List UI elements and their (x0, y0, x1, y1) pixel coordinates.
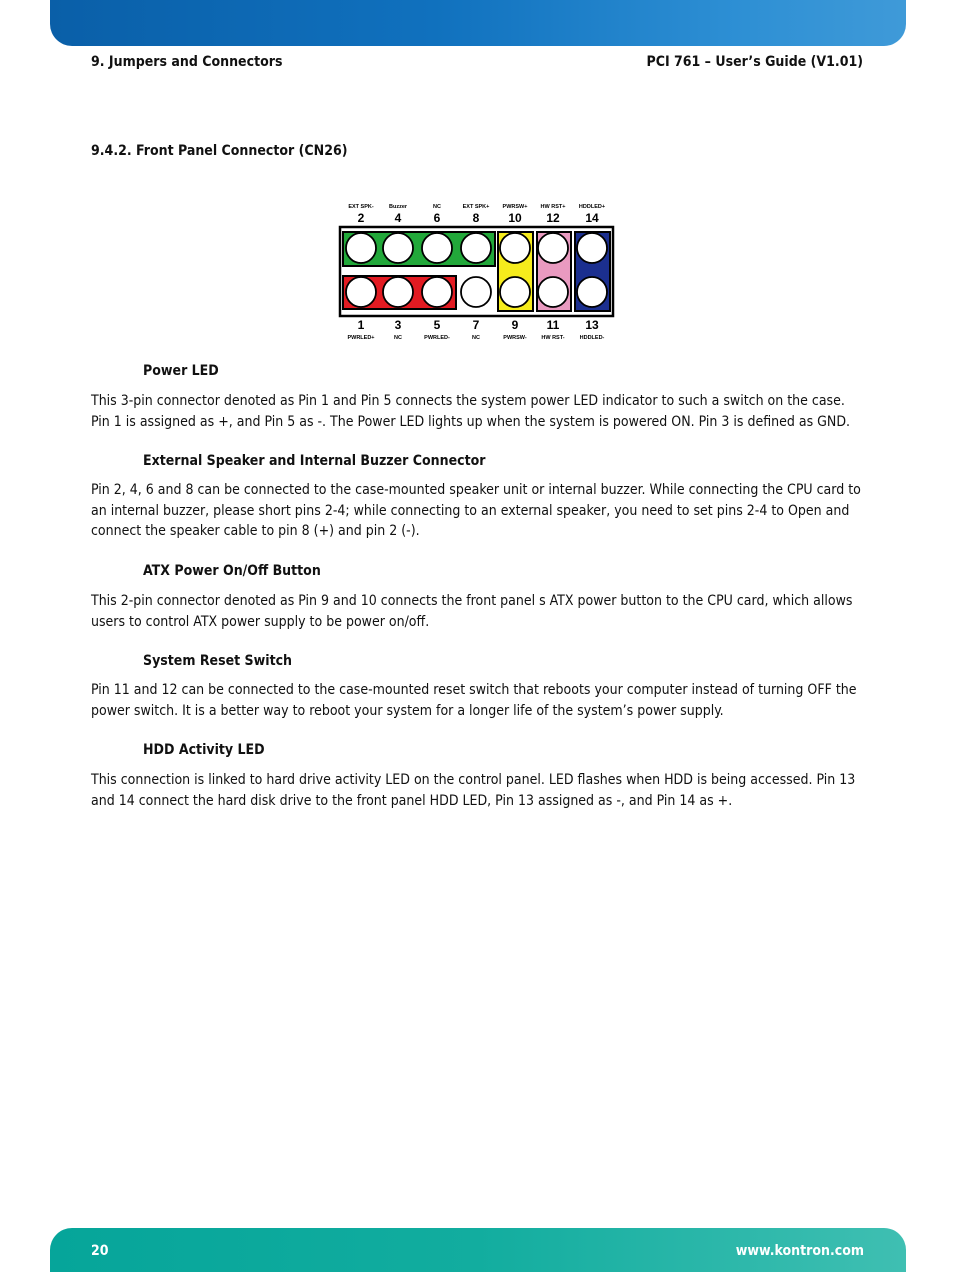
top-signal-label: Buzzer (388, 204, 408, 210)
footer-banner (50, 1228, 906, 1272)
pin-8 (461, 233, 491, 263)
top-pin-number: 2 (357, 211, 365, 225)
running-header (91, 52, 863, 72)
top-signal-label: EXT SPK- (348, 204, 374, 210)
pin-7 (461, 277, 491, 307)
top-signal-label: PWRSW+ (502, 204, 528, 210)
top-signal-label: HDDLED+ (578, 204, 606, 210)
website-link: www.kontron.com (735, 1243, 864, 1259)
paragraph-speaker-buzzer: Pin 2, 4, 6 and 8 can be connected to the case-mounted speaker unit or internal buzzer. While connecting the CPU card to an internal buzzer, please short pins 2-4; while connecting to an external speaker, you need to set pins 2-4 to Open and connect the speaker cable to pin 8 (+) and pin 2 (-). (91, 482, 861, 539)
bottom-signal-label: PWRSW- (503, 335, 527, 341)
heading-atx-power-button: ATX Power On/Off Button (143, 563, 321, 579)
page-number: 20 (91, 1243, 109, 1259)
header-banner (50, 0, 906, 46)
heading-hdd-led: HDD Activity LED (143, 742, 265, 758)
pin-4 (383, 233, 413, 263)
section-title: 9.4.2. Front Panel Connector (CN26) (91, 143, 348, 159)
pin-3 (383, 277, 413, 307)
bottom-signal-label: HW RST- (541, 335, 565, 341)
pin-10 (500, 233, 530, 263)
pin-9 (500, 277, 530, 307)
pin-11 (538, 277, 568, 307)
bottom-pin-number: 13 (585, 318, 599, 332)
heading-speaker-buzzer: External Speaker and Internal Buzzer Connector (143, 453, 486, 469)
heading-system-reset: System Reset Switch (143, 653, 293, 669)
paragraph-atx-power-button: This 2-pin connector denoted as Pin 9 and 10 connects the front panel s ATX power button to the CPU card, which allows users to control ATX power supply to be power on/off. (91, 593, 853, 630)
bottom-pin-number: 5 (433, 318, 441, 332)
heading-power-led: Power LED (143, 363, 219, 379)
bottom-pin-number: 3 (394, 318, 402, 332)
top-pin-number: 4 (394, 211, 402, 225)
top-signal-label: NC (433, 204, 441, 210)
bottom-signal-label: NC (472, 335, 480, 341)
document-title: PCI 761 – User’s Guide (V1.01) (646, 54, 863, 70)
pin-14 (577, 233, 607, 263)
bottom-pin-number: 7 (472, 318, 480, 332)
top-pin-number: 10 (508, 211, 522, 225)
pin-5 (422, 277, 452, 307)
top-pin-number: 14 (585, 211, 599, 225)
top-pin-number: 6 (433, 211, 441, 225)
front-panel-connector-diagram (336, 200, 618, 345)
pin-6 (422, 233, 452, 263)
bottom-pin-number: 1 (357, 318, 365, 332)
bottom-signal-label: HDDLED- (579, 335, 605, 341)
pin-1 (346, 277, 376, 307)
pin-12 (538, 233, 568, 263)
paragraph-power-led: This 3-pin connector denoted as Pin 1 and Pin 5 connects the system power LED indicator to such a switch on the case. Pin 1 is assigned as +, and Pin 5 as -. The Power LED lights up when the system is powered ON. Pin 3 is defined as GND. (91, 393, 851, 430)
bottom-pin-number: 9 (511, 318, 519, 332)
pin-2 (346, 233, 376, 263)
top-signal-label: HW RST+ (540, 204, 566, 210)
bottom-pin-number: 11 (546, 318, 560, 332)
top-signal-label: EXT SPK+ (462, 204, 490, 210)
paragraph-hdd-led: This connection is linked to hard drive activity LED on the control panel. LED flashes when HDD is being accessed. Pin 13 and 14 connect the hard disk drive to the front panel HDD LED, Pin 13 assigned as -, and Pin 14 as +. (91, 772, 856, 809)
top-pin-number: 12 (546, 211, 560, 225)
bottom-signal-label: PWRLED+ (347, 335, 375, 341)
bottom-signal-label: PWRLED- (424, 335, 450, 341)
top-pin-number: 8 (472, 211, 480, 225)
paragraph-system-reset: Pin 11 and 12 can be connected to the case-mounted reset switch that reboots your computer instead of turning OFF the power switch. It is a better way to reboot your system for a longer life of the system’s power supply. (91, 682, 857, 719)
bottom-signal-label: NC (394, 335, 402, 341)
pin-13 (577, 277, 607, 307)
chapter-title: 9. Jumpers and Connectors (91, 54, 283, 70)
